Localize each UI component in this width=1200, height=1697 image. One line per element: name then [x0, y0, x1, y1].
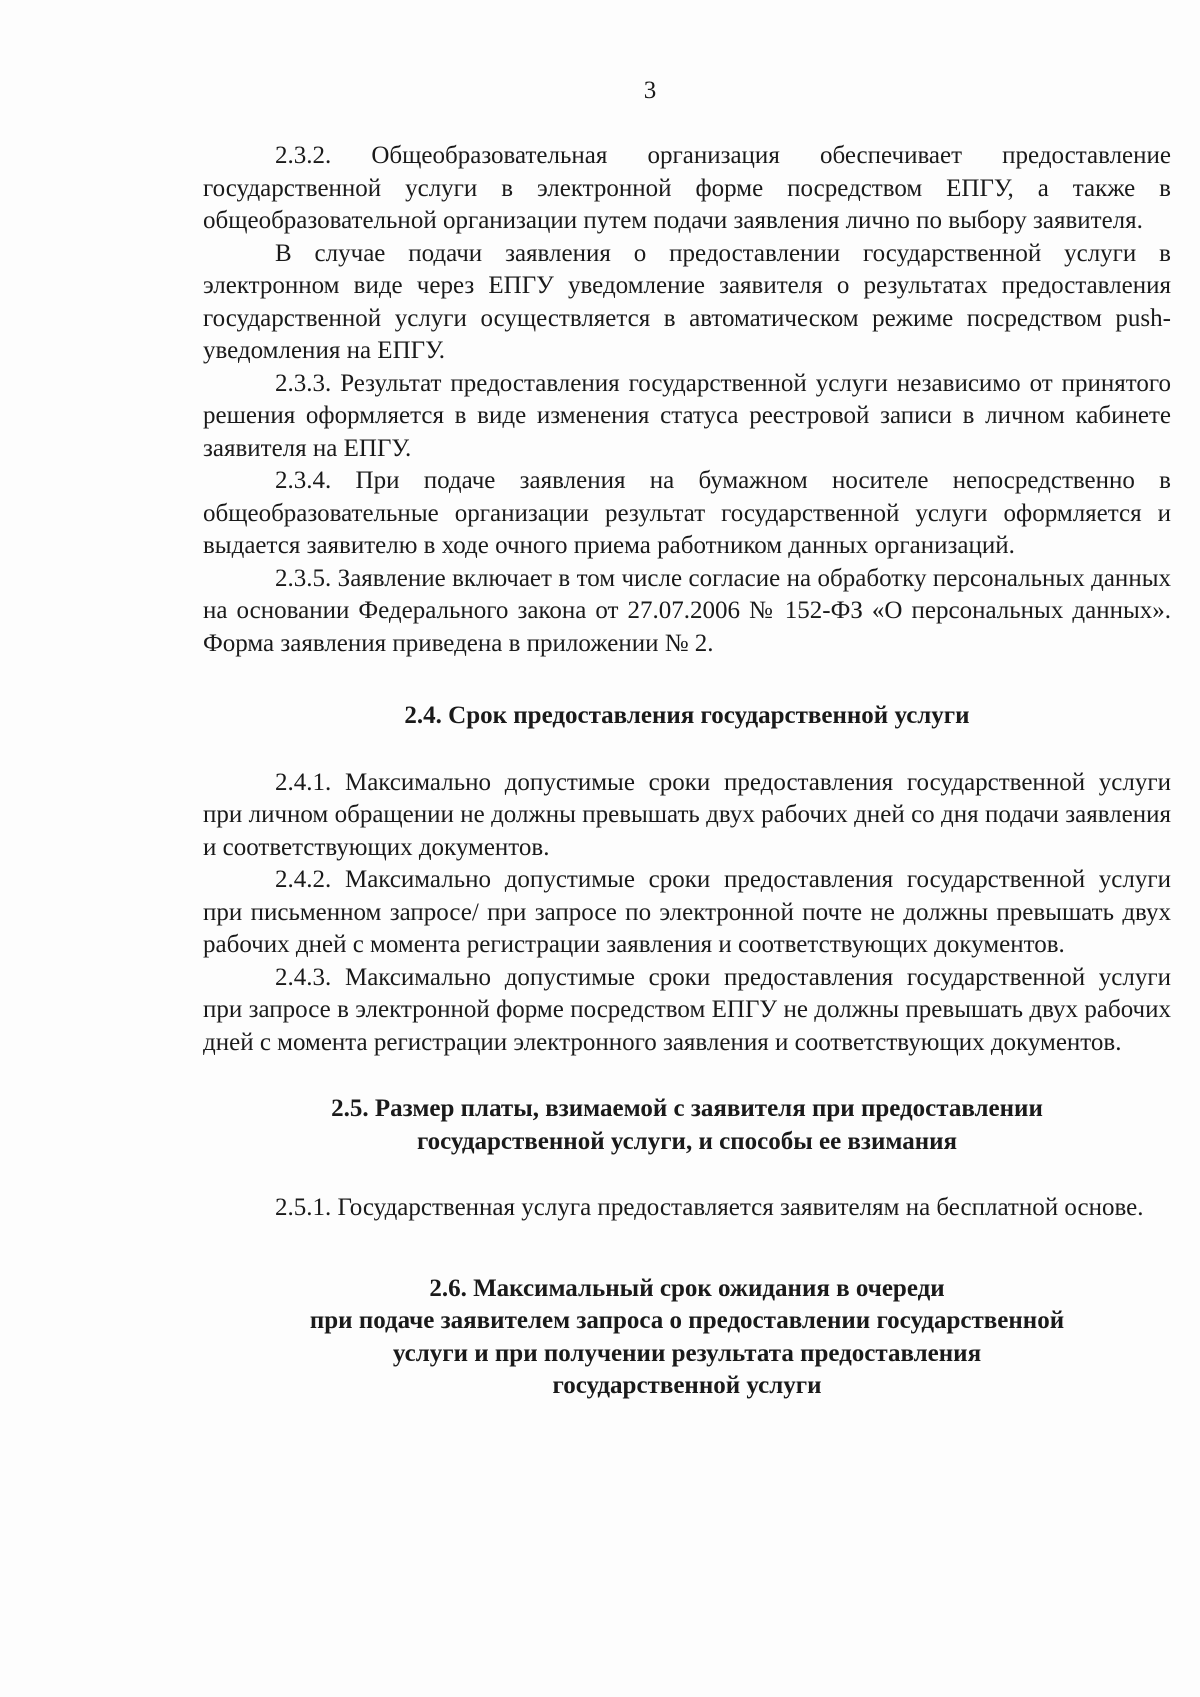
page-number: 3	[643, 77, 657, 104]
section-heading-2-5	[203, 1093, 1171, 1158]
paragraph-2-3-2: 2.3.2. Общеобразовательная организация обеспечивает предоставление государственной услуги в электронной форме посредством ЕПГУ, а также в общеобразовательной организации путем подачи заявления лично по выбору заявителя.	[203, 142, 1171, 234]
paragraph-2-3-3: 2.3.3. Результат предоставления государственной услуги независимо от принятого решения оформляется в виде изменения статуса реестровой записи в личном кабинете заявителя на ЕПГУ.	[203, 369, 1171, 462]
paragraph-epgu-notification: В случае подачи заявления о предоставлении государственной услуги в электронном виде через ЕПГУ уведомление заявителя о результатах предоставления государственной услуги осуществляется в автоматическом режиме посредством push-уведомления на ЕПГУ.	[203, 239, 1171, 364]
paragraph-2-4-2: 2.4.2. Максимально допустимые сроки предоставления государственной услуги при письменном запросе/ при запросе по электронной почте не должны превышать двух рабочих дней с момента регистрации заявления и соответствующих документов.	[203, 866, 1171, 958]
paragraph-2-3-4: 2.3.4. При подаче заявления на бумажном носителе непосредственно в общеобразовательные организации результат государственной услуги оформляется и выдается заявителю в ходе очного приема работником данных организаций.	[203, 467, 1171, 559]
section-heading-2-6-line: государственной услуги	[552, 1372, 822, 1399]
section-heading-2-4: 2.4. Срок предоставления государственной услуги	[404, 702, 970, 729]
paragraph-2-4-3: 2.4.3. Максимально допустимые сроки предоставления государственной услуги при запросе в электронной форме посредством ЕПГУ не должны превышать двух рабочих дней с момента регистрации электронного заявления и соответствующих документов.	[203, 963, 1171, 1056]
paragraph-2-4-1: 2.4.1. Максимально допустимые сроки предоставления государственной услуги при личном обращении не должны превышать двух рабочих дней со дня подачи заявления и соответствующих документов.	[203, 768, 1171, 861]
section-heading-2-5-line: государственной услуги, и способы ее взимания	[416, 1127, 958, 1155]
document-body	[203, 140, 1171, 1403]
section-heading-2-6	[203, 1273, 1171, 1403]
section-heading-2-6-line: при подаче заявителем запроса о предоставлении государственной	[309, 1307, 1065, 1334]
paragraph-2-3-5: 2.3.5. Заявление включает в том числе согласие на обработку персональных данных на основании Федерального закона от 27.07.2006 № 152-ФЗ «О персональных данных». Форма заявления приведена в приложении № 2.	[203, 564, 1171, 657]
paragraph-2-5-1: 2.5.1. Государственная услуга предоставляется заявителям на бесплатной основе.	[275, 1194, 1144, 1221]
section-heading-2-5-line: 2.5. Размер платы, взимаемой с заявителя при предоставлении	[331, 1095, 1043, 1122]
section-heading-2-6-line: услуги и при получении результата предоставления	[392, 1339, 982, 1367]
section-heading-2-6-line: 2.6. Максимальный срок ожидания в очереди	[429, 1274, 945, 1302]
